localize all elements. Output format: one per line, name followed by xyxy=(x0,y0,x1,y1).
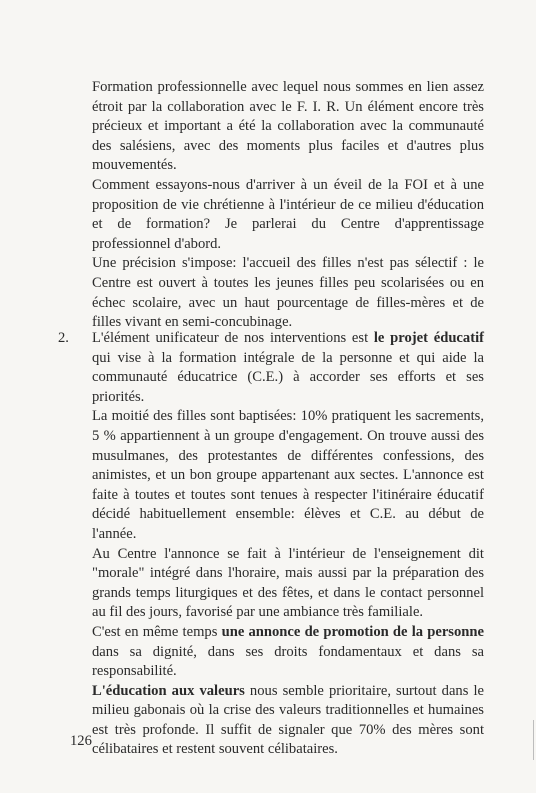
page-number: 126 xyxy=(70,733,92,749)
continuation-text xyxy=(92,78,484,333)
bold-term: le projet éducatif xyxy=(373,330,484,346)
paragraph: Formation professionnelle avec lequel nous sommes en lien assez étroit par la collaboration avec le F. I. R. Un élément encore très précieux et important a été la collaboration avec la communauté des salésiens, avec des moments plus faciles et d'autres plus mouvementés. xyxy=(92,79,484,174)
list-number: 2. xyxy=(58,330,69,346)
list-item-2 xyxy=(92,329,484,760)
bold-term: L'éducation aux valeurs xyxy=(92,682,245,699)
paragraph: Comment essayons-nous d'arriver à un éveil de la FOI et à une proposition de vie chrétienne à l'intérieur de ce milieu d'éducation et de formation? Je parlerai du Centre d'apprentissage professionnel d'abord. xyxy=(92,176,484,252)
paragraph: C'est en même temps une annonce de promotion de la personne dans sa dignité, dans ses droits fondamentaux et dans sa responsabilité. xyxy=(92,623,484,680)
paragraph: L'élément unificateur de nos interventions est le projet éducatif qui vise à la formation intégrale de la personne et qui aide la communauté éducatrice (C.E.) à accorder ses efforts et ses priorités. xyxy=(92,330,484,405)
paragraph: L'éducation aux valeurs nous semble prioritaire, surtout dans le milieu gabonais où la crise des valeurs traditionnelles et humaines est très profonde. Il suffit de signaler que 70% des mères sont célibataires et restent souvent célibataires. xyxy=(92,682,484,758)
page-edge-mark xyxy=(533,720,534,760)
bold-term: une annonce de promotion de la personne xyxy=(221,623,484,640)
paragraph: Au Centre l'annonce se fait à l'intérieur de l'enseignement dit "morale" intégré dans l'horaire, mais aussi par la préparation des grands temps liturgiques et des fêtes, et dans le contact personnel au fil des jours, favorisé par une ambiance très familiale. xyxy=(92,545,484,621)
paragraph: Une précision s'impose: l'accueil des filles n'est pas sélectif : le Centre est ouvert à toutes les jeunes filles peu scolarisées ou en échec scolaire, avec un haut pourcentage de filles-mères et de filles vivant en semi-concubinage. xyxy=(92,255,484,331)
paragraph: La moitié des filles sont baptisées: 10% pratiquent les sacrements, 5 % appartiennent à un groupe d'engagement. On trouve aussi des musulmanes, des protestantes de différentes confessions, des animistes, et un bon groupe appartenant aux sectes. L'annonce est faite à toutes et toutes sont tenues à respecter l'itinéraire éducatif décidé habituellement ensemble: élèves et C.E. au début de l'année. xyxy=(92,408,484,542)
